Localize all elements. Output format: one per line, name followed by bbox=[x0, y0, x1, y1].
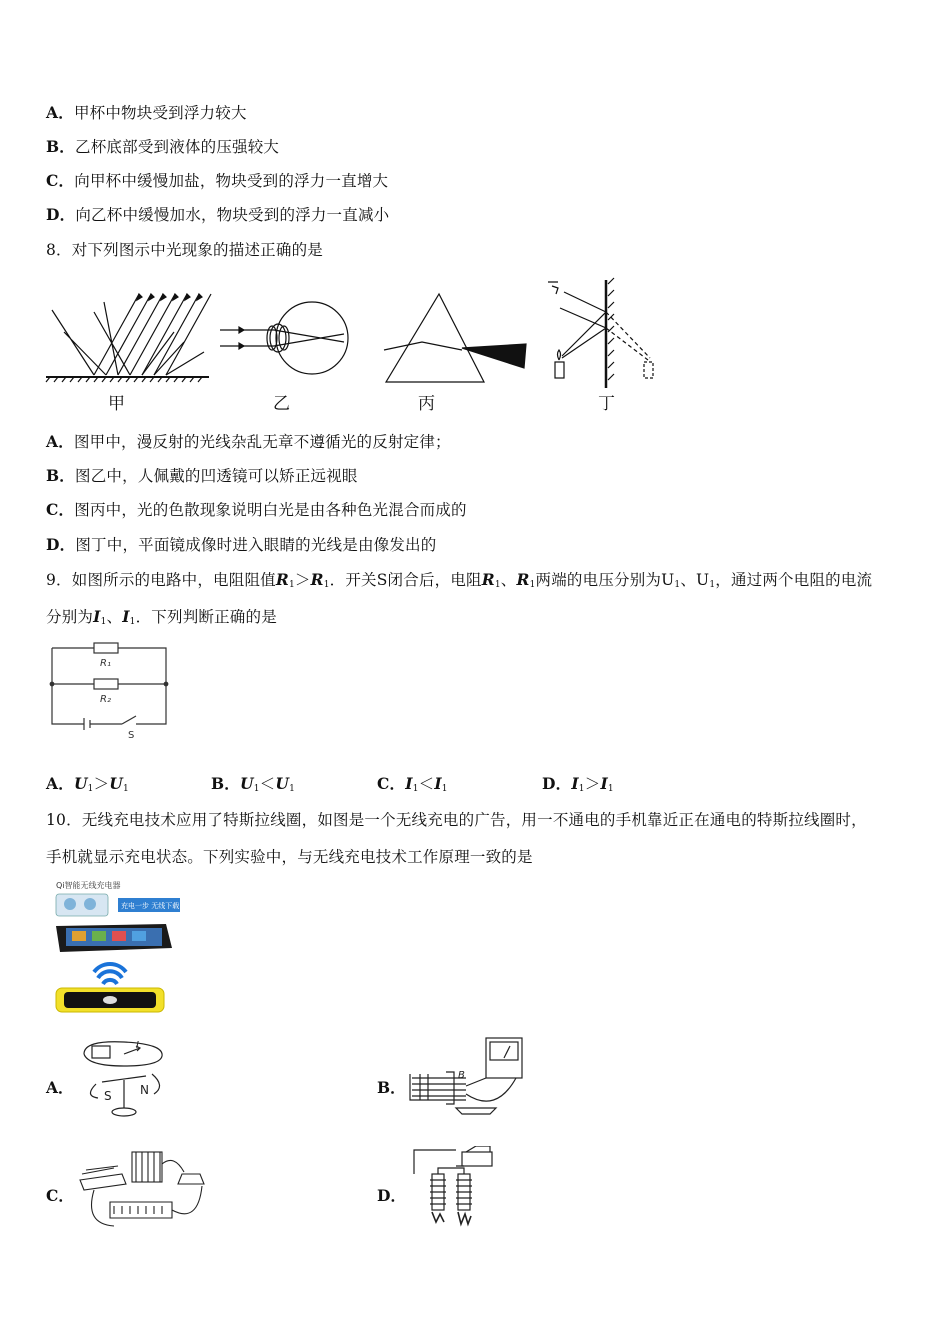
eye-lens-diagram bbox=[220, 302, 348, 374]
q10-stem-line1: 10．无线充电技术应用了特斯拉线圈，如图是一个无线充电的广告，用一不通电的手机靠近正在通电的特斯拉线圈时， bbox=[46, 811, 867, 829]
q8-option-b: B．图乙中，人佩戴的凹透镜可以矫正远视眼 bbox=[46, 466, 358, 485]
q10-option-b-label: B． bbox=[377, 1078, 406, 1097]
q8-option-a: A．图甲中，漫反射的光线杂乱无章不遵循光的反射定律； bbox=[46, 432, 451, 451]
q9-circuit-diagram bbox=[44, 636, 174, 744]
label-s-pole: S bbox=[104, 1089, 112, 1103]
q7-option-b: B．乙杯底部受到液体的压强较大 bbox=[46, 137, 280, 156]
q9-stem-line1: 9．如图所示的电路中，电阻阻值$R_1>R_1$．开关S闭合后，电阻$R_1$、$R_1$两端的电压分别为$U_1$、$U_1$，通过两个电阻的电流 bbox=[46, 570, 873, 590]
q10-fig-d bbox=[406, 1146, 502, 1230]
q10-option-d-label: D． bbox=[377, 1186, 406, 1205]
q10-fig-c bbox=[74, 1144, 214, 1234]
diffuse-reflection-diagram bbox=[46, 294, 211, 382]
q10-stem-line2: 手机就显示充电状态。下列实验中，与无线充电技术工作原理一致的是 bbox=[46, 848, 533, 866]
q10-option-c-label: C． bbox=[46, 1186, 74, 1205]
q9-option-a: A．$U_1>U_1$ bbox=[46, 774, 129, 794]
plane-mirror-diagram bbox=[548, 278, 653, 388]
q8-option-d: D．图丁中，平面镜成像时进入眼睛的光线是由像发出的 bbox=[46, 535, 437, 554]
prism-dispersion-diagram bbox=[384, 294, 526, 382]
q7-option-a: A．甲杯中物块受到浮力较大 bbox=[46, 103, 247, 122]
label-r1: R₁ bbox=[100, 658, 111, 669]
q10-fig-b bbox=[406, 1034, 530, 1120]
q9-option-d: D．$I_1>I_1$ bbox=[542, 774, 614, 794]
label-current: I bbox=[136, 1040, 139, 1051]
q8-light-figures bbox=[44, 272, 664, 392]
q8-stem: 8．对下列图示中光现象的描述正确的是 bbox=[46, 241, 323, 259]
q10-fig-a bbox=[74, 1036, 174, 1120]
q7-option-d: D．向乙杯中缓慢加水，物块受到的浮力一直减小 bbox=[46, 205, 390, 224]
q9-option-b: B．$U_1<U_1$ bbox=[211, 774, 296, 794]
ad-button: 充电一步 无线下载 bbox=[121, 902, 180, 910]
label-b-field: B bbox=[458, 1070, 465, 1081]
q10-option-a-label: A． bbox=[46, 1078, 74, 1097]
q7-option-c: C．向甲杯中缓慢加盐，物块受到的浮力一直增大 bbox=[46, 171, 389, 190]
q9-option-c: C．$I_1<I_1$ bbox=[377, 774, 448, 794]
caption-bing: 丙 bbox=[418, 394, 435, 414]
label-n-pole: N bbox=[140, 1083, 149, 1097]
q8-option-c: C．图丙中，光的色散现象说明白光是由各种色光混合而成的 bbox=[46, 500, 467, 519]
wireless-charger-ad bbox=[50, 876, 190, 1016]
ad-title: Qi智能无线充电器 bbox=[56, 881, 121, 890]
caption-ding: 丁 bbox=[598, 394, 615, 414]
label-switch: S bbox=[128, 730, 135, 741]
q9-stem-line2: 分别为$I_1$、$I_1$．下列判断正确的是 bbox=[46, 607, 277, 627]
caption-yi: 乙 bbox=[273, 394, 290, 414]
caption-jia: 甲 bbox=[108, 394, 125, 414]
label-r2: R₂ bbox=[100, 694, 111, 705]
